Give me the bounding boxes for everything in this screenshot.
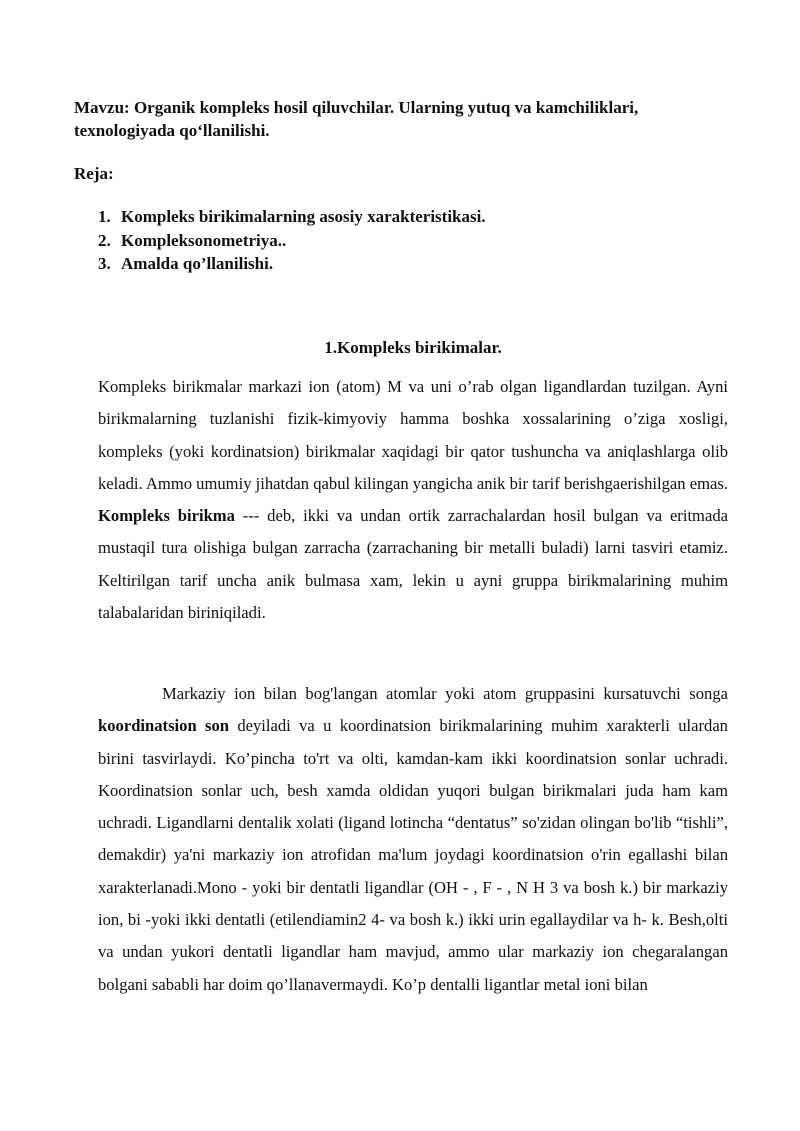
plan-item xyxy=(98,205,486,229)
section-heading: 1.Kompleks birikimalar. xyxy=(324,338,502,357)
plan-item xyxy=(98,252,486,276)
plan-item-number: 3. xyxy=(98,254,111,273)
plan-heading: Reja: xyxy=(74,164,114,183)
plan-item-text: Kompleks birikimalarning asosiy xarakteristikasi. xyxy=(121,207,486,226)
plan-item xyxy=(98,229,486,253)
paragraph-text: --- deb, ikki va undan ortik zarrachalardan hosil bulgan va eritmada mustaqil tura olishiga bulgan zarracha (zarrachaning bir metalli buladi) larni tasviri etamiz. Keltirilgan tarif uncha anik bulmasa xam, lekin u ayni gruppa birikmalarining muhim talabalaridan biriniqiladi. xyxy=(98,506,728,623)
paragraph-text: deyiladi va u koordinatsion birikmalarining muhim xarakterli ulardan birini tasvirlaydi. Ko’pincha to'rt va olti, kamdan-kam ikki koordinatsion sonlar uchradi. Koordinatsion sonlar uch, besh xamda oldidan yuqori bulgan birikmalari juda ham kam uchradi. Ligandlarni dentalik xolati (ligand lotincha “dentatus” so'zidan olingan bo'lib “tishli”, demakdir) ya'ni markaziy ion atrofidan ma'lum joydagi koordinatsion o'rin egallashi bilan xarakterlanadi.Mono - yoki bir dentatli ligandlar (OH - , F - , N H 3 va bosh k.) bir markaziy ion, bi -yoki ikki dentatli (etilendiamin2 4- va bosh k.) ikki urin egallaydilar va h- k. Besh,olti va undan yukori dentatli ligandlar ham mavjud, ammo ular markaziy ion chegaralangan bolgani sababli har doim qo’llanavermaydi. Ko’p dentalli ligantlar metal ioni bilan xyxy=(98,716,728,994)
plan-item-text: Kompleksonometriya.. xyxy=(121,230,287,250)
bold-term: Kompleks birikma xyxy=(98,506,235,526)
plan-list xyxy=(98,205,486,276)
document-title: Mavzu: Organik kompleks hosil qiluvchilar. Ularning yutuq va kamchiliklari, texnologiyada qo‘llanilishi. xyxy=(74,98,639,140)
plan-item-number: 1. xyxy=(98,207,111,226)
body-paragraph xyxy=(98,678,728,1001)
plan-item-text: Amalda qo’llanilishi. xyxy=(121,254,274,273)
body-paragraph xyxy=(98,371,728,629)
paragraph-text: Markaziy ion bilan bog'langan atomlar yoki atom gruppasini kursatuvchi songa xyxy=(162,684,728,703)
paragraph-text: Kompleks birikmalar markazi ion (atom) M va uni o’rab olgan ligandlardan tuzilgan. Ayni birikmalarning tuzlanishi fizik-kimyoviy hamma boshka xossalarining o’ziga xosligi, kompleks (yoki kordinatsion) birikmalar xaqidagi bir qator tushuncha va aniqlashlarga olib keladi. Ammo umumiy jihatdan qabul kilingan yangicha anik bir tarif berishgaerishilgan emas. xyxy=(98,377,728,493)
plan-item-number: 2. xyxy=(98,230,111,250)
bold-term: koordinatsion son xyxy=(98,716,229,736)
